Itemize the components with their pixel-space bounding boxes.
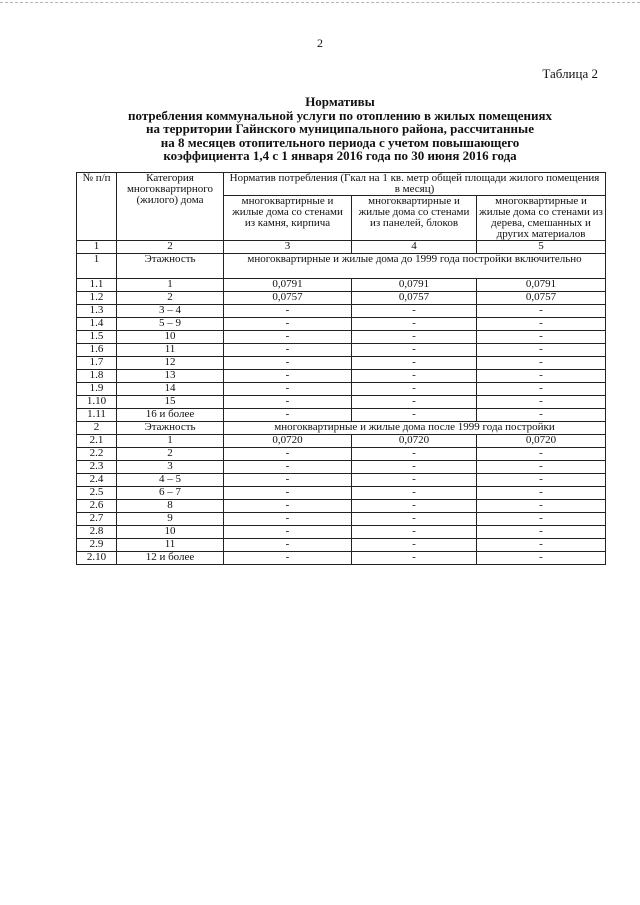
row-floors: 14 xyxy=(117,383,224,396)
table-row xyxy=(77,331,606,344)
row-num: 1.7 xyxy=(77,357,117,370)
title-line: потребления коммунальной услуги по отоплению в жилых помещениях xyxy=(128,107,552,123)
table-row xyxy=(77,552,606,565)
table-label: Таблица 2 xyxy=(542,66,598,81)
section-category: Этажность xyxy=(117,254,224,279)
section-num: 1 xyxy=(77,254,117,279)
column-number: 1 xyxy=(77,241,117,254)
row-floors: 1 xyxy=(117,279,224,292)
row-value-col3: - xyxy=(224,305,352,318)
title-line: на 8 месяцев отопительного периода с учетом повышающего xyxy=(160,134,520,150)
row-value-col3: - xyxy=(224,318,352,331)
row-num: 2.3 xyxy=(77,461,117,474)
section-heading: многоквартирные и жилые дома после 1999 года постройки xyxy=(224,422,606,435)
table-row xyxy=(77,396,606,409)
norms-table-body xyxy=(77,173,606,565)
row-value-col5: - xyxy=(477,370,606,383)
row-value-col5: - xyxy=(477,344,606,357)
section-category: Этажность xyxy=(117,422,224,435)
row-value-col4: 0,0757 xyxy=(352,292,477,305)
row-value-col4: - xyxy=(352,370,477,383)
row-num: 1.5 xyxy=(77,331,117,344)
row-floors: 6 – 7 xyxy=(117,487,224,500)
row-value-col5: - xyxy=(477,331,606,344)
table-row xyxy=(77,279,606,292)
header-num: № п/п xyxy=(77,173,117,241)
row-value-col5: - xyxy=(477,500,606,513)
row-value-col5: - xyxy=(477,474,606,487)
row-value-col3: - xyxy=(224,357,352,370)
row-value-col5: - xyxy=(477,396,606,409)
row-value-col4: - xyxy=(352,318,477,331)
title-line: Нормативы xyxy=(305,94,375,109)
row-floors: 10 xyxy=(117,526,224,539)
row-value-col4: - xyxy=(352,305,477,318)
row-value-col3: 0,0757 xyxy=(224,292,352,305)
row-floors: 9 xyxy=(117,513,224,526)
row-floors: 13 xyxy=(117,370,224,383)
table-row xyxy=(77,292,606,305)
row-value-col3: - xyxy=(224,370,352,383)
row-value-col4: - xyxy=(352,552,477,565)
row-value-col4: - xyxy=(352,357,477,370)
row-num: 1.1 xyxy=(77,279,117,292)
row-num: 2.4 xyxy=(77,474,117,487)
section-num: 2 xyxy=(77,422,117,435)
row-value-col4: - xyxy=(352,513,477,526)
column-number-row xyxy=(77,241,606,254)
row-value-col5: - xyxy=(477,409,606,422)
header-row xyxy=(77,173,606,196)
table-row xyxy=(77,435,606,448)
row-value-col4: - xyxy=(352,500,477,513)
section-heading: многоквартирные и жилые дома до 1999 года постройки включительно xyxy=(224,254,606,279)
row-num: 1.11 xyxy=(77,409,117,422)
table-row xyxy=(77,357,606,370)
row-value-col4: - xyxy=(352,474,477,487)
row-floors: 16 и более xyxy=(117,409,224,422)
row-value-col5: 0,0757 xyxy=(477,292,606,305)
table-row xyxy=(77,448,606,461)
row-floors: 15 xyxy=(117,396,224,409)
row-num: 1.2 xyxy=(77,292,117,305)
row-floors: 4 – 5 xyxy=(117,474,224,487)
row-value-col3: - xyxy=(224,552,352,565)
row-num: 2.6 xyxy=(77,500,117,513)
row-value-col5: - xyxy=(477,357,606,370)
row-num: 2.8 xyxy=(77,526,117,539)
row-value-col3: - xyxy=(224,539,352,552)
header-norm: Норматив потребления (Гкал на 1 кв. метр общей площади жилого помещения в месяц) xyxy=(224,173,606,196)
title-line: на территории Гайнского муниципального района, рассчитанные xyxy=(146,121,534,136)
row-value-col3: 0,0791 xyxy=(224,279,352,292)
row-value-col4: 0,0720 xyxy=(352,435,477,448)
title-line: коэффициента 1,4 с 1 января 2016 года по 30 июня 2016 года xyxy=(163,148,517,163)
row-floors: 11 xyxy=(117,539,224,552)
row-value-col5: 0,0720 xyxy=(477,435,606,448)
row-num: 1.8 xyxy=(77,370,117,383)
table-row xyxy=(77,409,606,422)
row-value-col3: - xyxy=(224,344,352,357)
row-value-col3: - xyxy=(224,526,352,539)
row-value-col4: - xyxy=(352,539,477,552)
row-num: 1.4 xyxy=(77,318,117,331)
row-value-col5: - xyxy=(477,448,606,461)
norms-table xyxy=(76,172,606,565)
row-floors: 3 – 4 xyxy=(117,305,224,318)
row-num: 2.9 xyxy=(77,539,117,552)
column-number: 5 xyxy=(477,241,606,254)
column-number: 4 xyxy=(352,241,477,254)
row-num: 1.6 xyxy=(77,344,117,357)
table-row xyxy=(77,461,606,474)
table-row xyxy=(77,318,606,331)
row-value-col3: - xyxy=(224,500,352,513)
row-num: 1.3 xyxy=(77,305,117,318)
row-floors: 1 xyxy=(117,435,224,448)
row-value-col3: - xyxy=(224,331,352,344)
row-floors: 2 xyxy=(117,448,224,461)
row-value-col4: - xyxy=(352,526,477,539)
row-floors: 11 xyxy=(117,344,224,357)
row-value-col5: - xyxy=(477,552,606,565)
row-value-col4: - xyxy=(352,448,477,461)
row-value-col5: - xyxy=(477,305,606,318)
table-row xyxy=(77,500,606,513)
row-value-col4: - xyxy=(352,396,477,409)
table-row xyxy=(77,487,606,500)
table-row xyxy=(77,383,606,396)
row-value-col3: - xyxy=(224,461,352,474)
row-value-col5: - xyxy=(477,526,606,539)
row-num: 2.2 xyxy=(77,448,117,461)
row-value-col5: - xyxy=(477,318,606,331)
section-header-row xyxy=(77,254,606,279)
column-number: 2 xyxy=(117,241,224,254)
page-number: 2 xyxy=(317,36,323,50)
header-col5: многоквартирные и жилые дома со стенами из дерева, смешанных и других материалов xyxy=(477,196,606,241)
row-value-col3: - xyxy=(224,409,352,422)
row-value-col4: - xyxy=(352,331,477,344)
row-value-col5: - xyxy=(477,461,606,474)
row-value-col3: - xyxy=(224,487,352,500)
row-value-col4: 0,0791 xyxy=(352,279,477,292)
row-num: 2.7 xyxy=(77,513,117,526)
row-value-col4: - xyxy=(352,344,477,357)
table-row xyxy=(77,513,606,526)
row-num: 2.5 xyxy=(77,487,117,500)
row-floors: 5 – 9 xyxy=(117,318,224,331)
row-value-col4: - xyxy=(352,461,477,474)
table-row xyxy=(77,305,606,318)
row-value-col3: - xyxy=(224,474,352,487)
row-value-col5: - xyxy=(477,513,606,526)
row-value-col4: - xyxy=(352,487,477,500)
row-num: 2.10 xyxy=(77,552,117,565)
section-header-row xyxy=(77,422,606,435)
header-col3: многоквартирные и жилые дома со стенами из камня, кирпича xyxy=(224,196,352,241)
row-value-col4: - xyxy=(352,409,477,422)
document-title xyxy=(60,95,620,163)
table-row xyxy=(77,344,606,357)
row-value-col5: - xyxy=(477,539,606,552)
row-floors: 12 xyxy=(117,357,224,370)
row-value-col5: - xyxy=(477,383,606,396)
row-floors: 12 и более xyxy=(117,552,224,565)
row-num: 1.9 xyxy=(77,383,117,396)
row-value-col5: - xyxy=(477,487,606,500)
row-floors: 3 xyxy=(117,461,224,474)
table-row xyxy=(77,539,606,552)
table-row xyxy=(77,474,606,487)
row-value-col3: - xyxy=(224,396,352,409)
row-value-col3: - xyxy=(224,513,352,526)
scan-edge-line xyxy=(0,2,640,3)
row-value-col5: 0,0791 xyxy=(477,279,606,292)
table-row xyxy=(77,370,606,383)
row-floors: 8 xyxy=(117,500,224,513)
row-num: 1.10 xyxy=(77,396,117,409)
row-value-col3: - xyxy=(224,448,352,461)
row-floors: 2 xyxy=(117,292,224,305)
header-category: Категория многоквартирного (жилого) дома xyxy=(117,173,224,241)
row-num: 2.1 xyxy=(77,435,117,448)
row-floors: 10 xyxy=(117,331,224,344)
row-value-col4: - xyxy=(352,383,477,396)
table-row xyxy=(77,526,606,539)
column-number: 3 xyxy=(224,241,352,254)
row-value-col3: 0,0720 xyxy=(224,435,352,448)
row-value-col3: - xyxy=(224,383,352,396)
header-col4: многоквартирные и жилые дома со стенами из панелей, блоков xyxy=(352,196,477,241)
